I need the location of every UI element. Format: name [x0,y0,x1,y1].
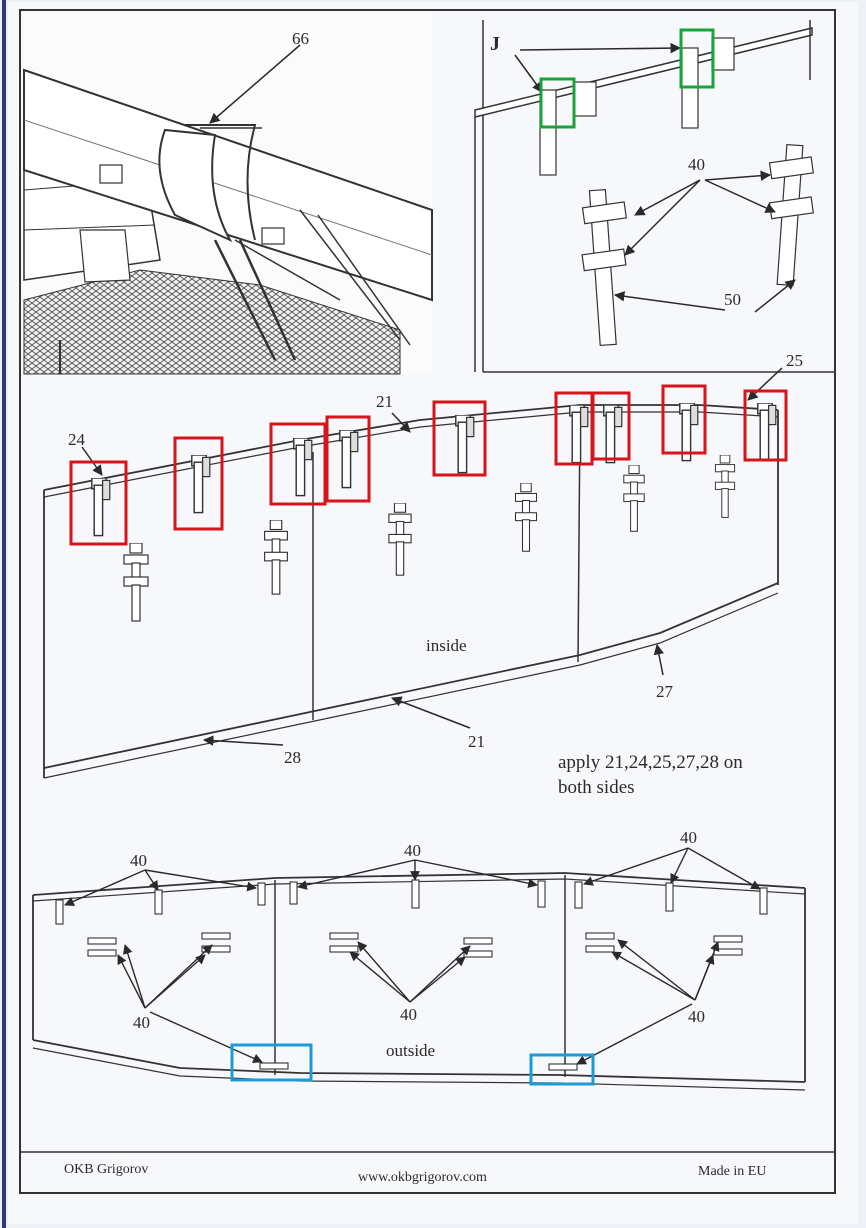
callout-66: 66 [292,29,309,48]
callout-40-c: 40 [680,828,697,847]
callout-28: 28 [284,748,301,767]
assembly-note-line2: both sides [558,777,635,798]
callout-40-f: 40 [688,1007,705,1026]
callout-40-e: 40 [400,1005,417,1024]
callout-24: 24 [68,430,85,449]
callout-27: 27 [656,682,673,701]
callout-40-top: 40 [688,155,705,174]
footer-website: www.okbgrigorov.com [358,1170,487,1185]
footer-made-in: Made in EU [698,1164,767,1179]
callout-50: 50 [724,290,741,309]
label-inside: inside [426,636,467,655]
callout-21-top: 21 [376,392,393,411]
callout-40-d: 40 [133,1013,150,1032]
panel-top-left-detail [24,12,432,374]
footer-brand: OKB Grigorov [64,1162,149,1177]
label-outside: outside [386,1041,436,1060]
assembly-note-line1: apply 21,24,25,27,28 on [558,752,743,773]
callout-25: 25 [786,351,803,370]
callout-21-bottom: 21 [468,732,485,751]
callout-40-a: 40 [130,851,147,870]
callout-J: J [490,33,500,55]
callout-40-b: 40 [404,841,421,860]
